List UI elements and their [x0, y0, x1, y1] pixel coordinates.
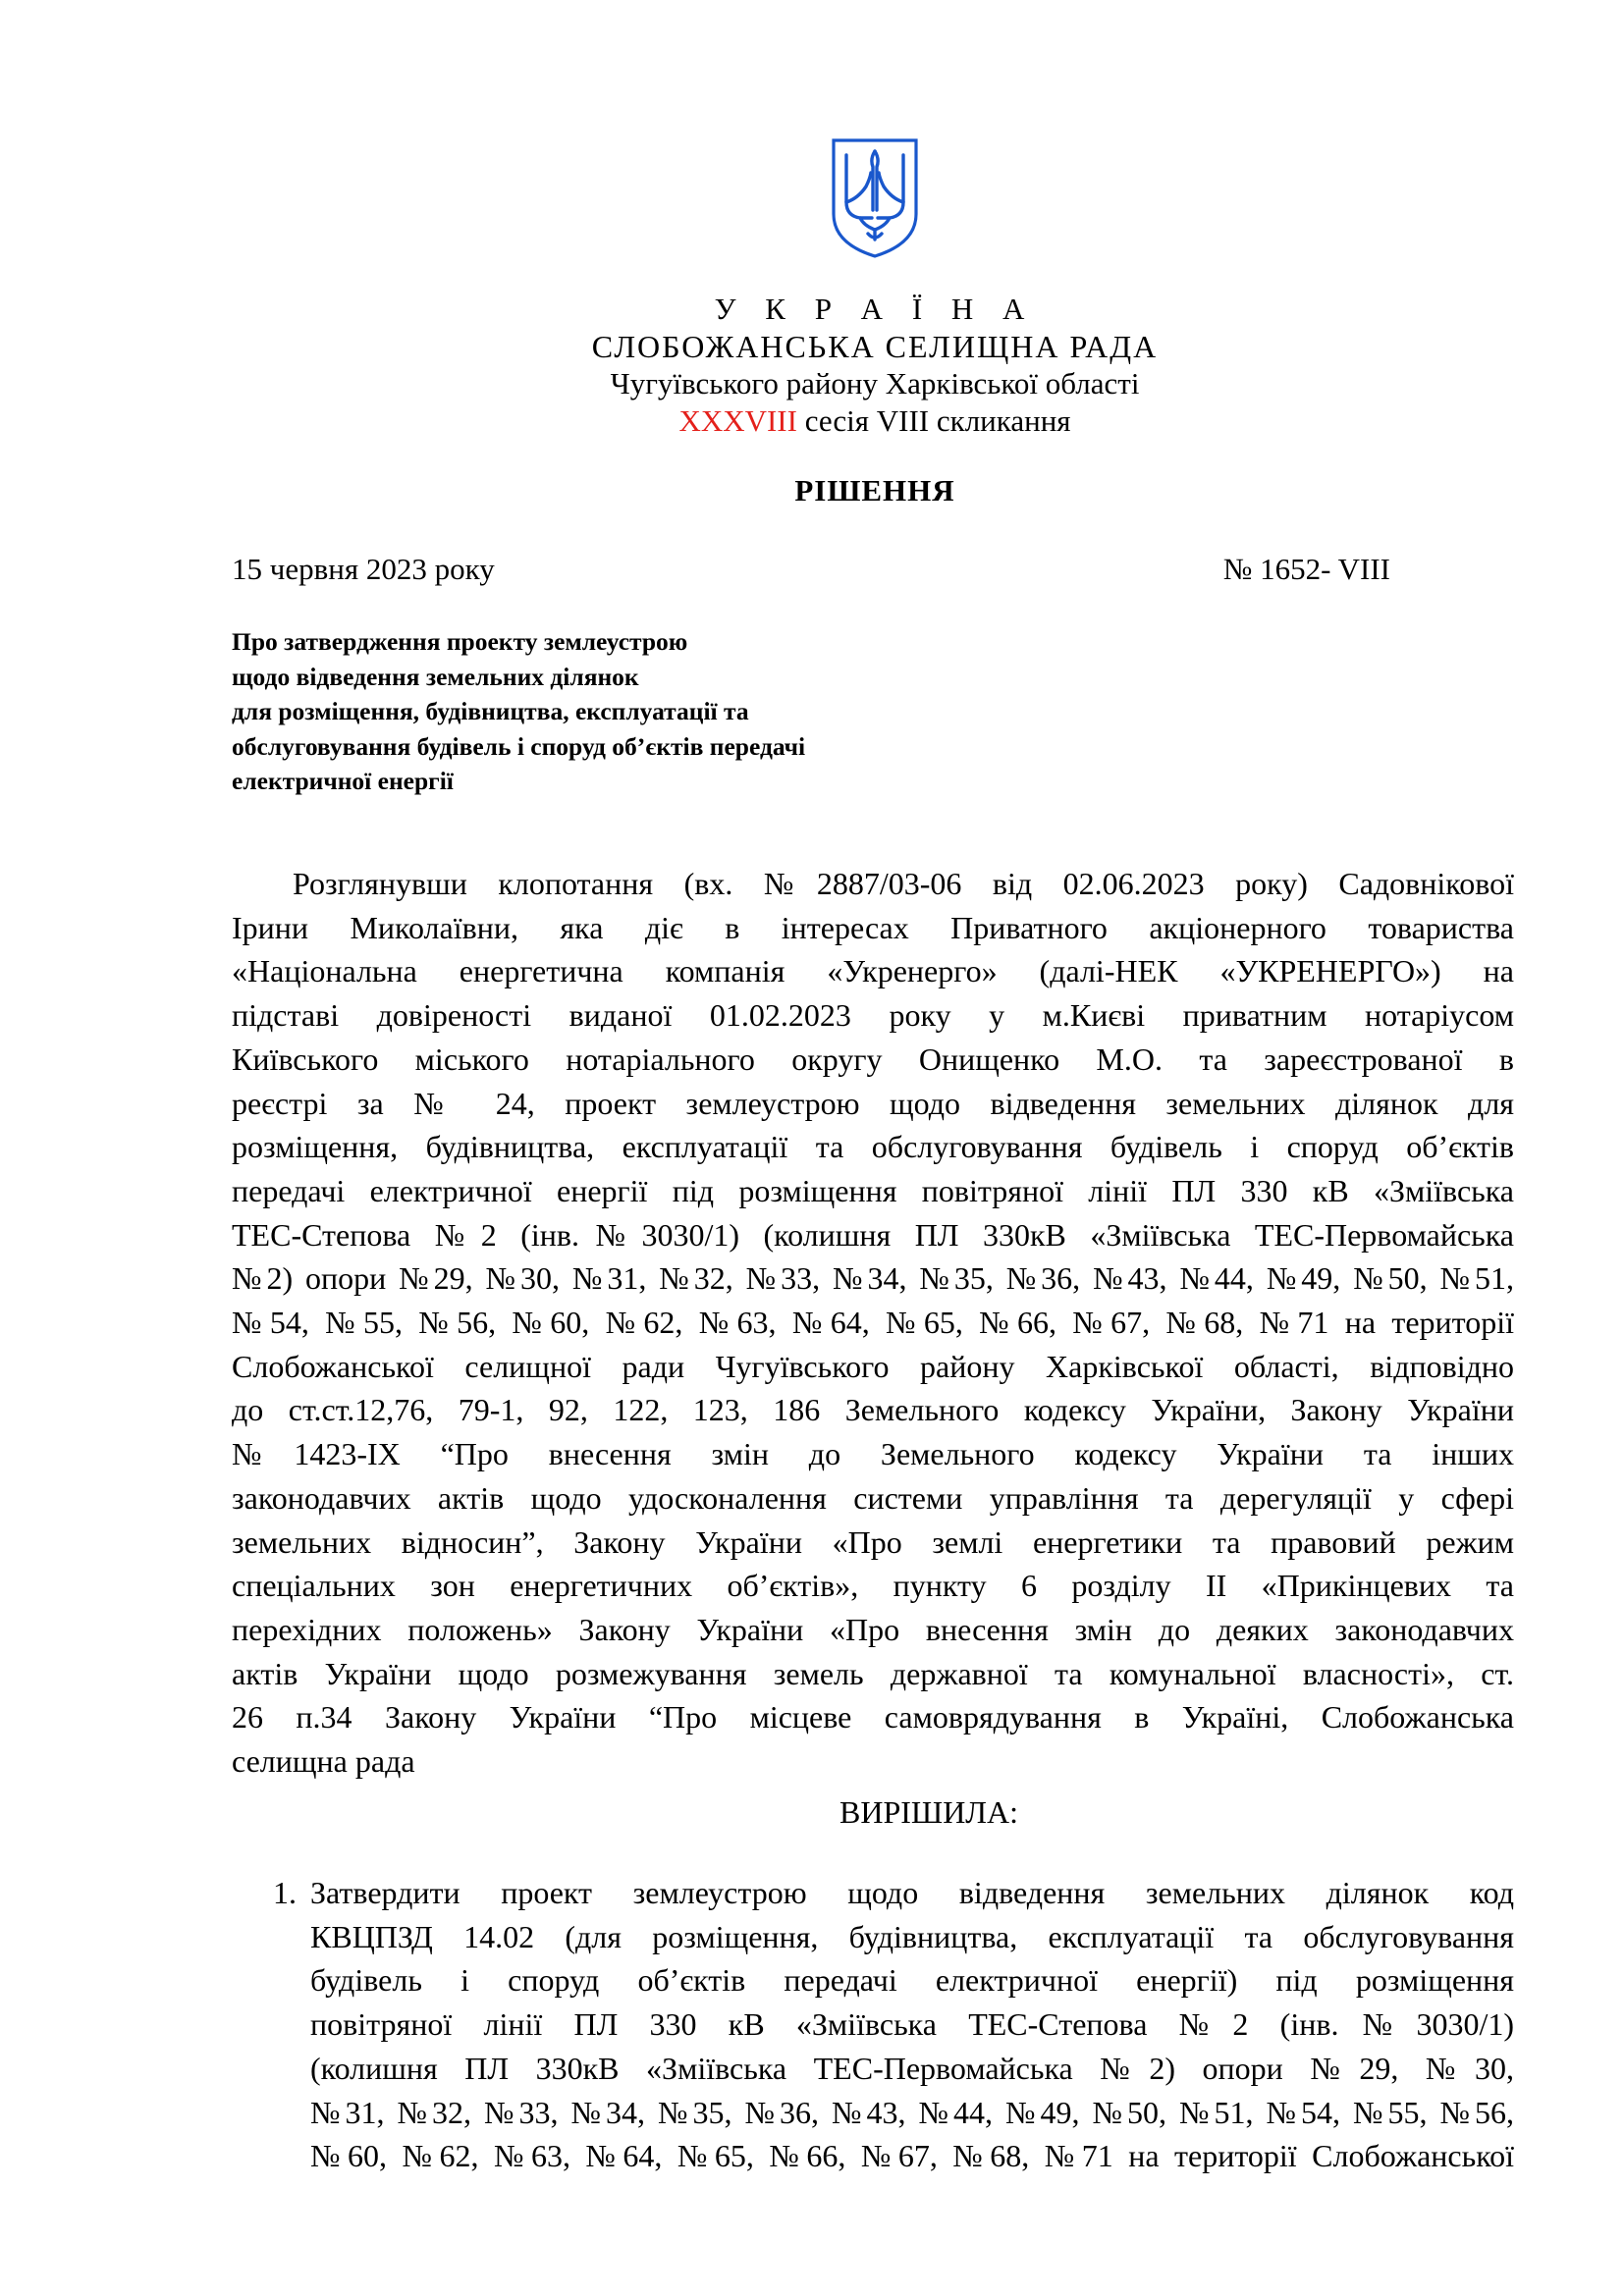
list-item-line: Затвердити проект землеустрою щодо відведення земельних ділянок код: [310, 1875, 1514, 1910]
list-item-text: [310, 1871, 1514, 2178]
subject-line: Про затвердження проекту землеустрою: [232, 627, 688, 656]
country-name: У К Р А Ї Н А: [714, 292, 1036, 326]
decision-number: № 1652- VIII: [1222, 552, 1390, 586]
list-item-line: №31, №32, №33, №34, №35, №36, №43, №44, №49, №50, №51, №54, №55, №56,: [310, 2094, 1514, 2130]
paragraph-line: №54, №55, №56, №60, №62, №63, №64, №65, №66, №67, №68, №71 на території: [232, 1305, 1514, 1341]
paragraph-line: земельних відносин”, Закону України «Про землі енергетики та правовий режим: [232, 1523, 1514, 1560]
list-item-line: №60, №62, №63, №64, №65, №66, №67, №68, №71 на території Слобожанської: [310, 2138, 1514, 2174]
preamble-paragraph: [232, 862, 1514, 1784]
paragraph-line: Ірини Миколаївни, яка діє в інтересах Приватного акціонерного товариства: [232, 909, 1514, 945]
decision-subject: [232, 624, 978, 799]
subject-line: для розміщення, будівництва, експлуатації та: [232, 697, 749, 725]
date-number-line: [232, 552, 1390, 591]
paragraph-line: реєстрі за № 24, проект землеустрою щодо відведення земельних ділянок для: [232, 1085, 1514, 1121]
paragraph-line: Слобожанської селищної ради Чугуївського району Харківської області, відповідно: [232, 1348, 1514, 1384]
paragraph-line: законодавчих актів щодо удосконалення системи управління та дерегуляції у сфері: [232, 1479, 1514, 1516]
list-item-line: повітряної лінії ПЛ 330 кВ «Зміївська ТЕС-Степова №2 (інв.№3030/1): [310, 2006, 1514, 2043]
paragraph-line: передачі електричної енергії під розміщення повітряної лінії ПЛ 330 кВ «Зміївська: [232, 1172, 1514, 1208]
session-header: [393, 402, 1357, 440]
paragraph-line: №1423-IX “Про внесення змін до Земельного кодексу України та інших: [232, 1436, 1514, 1472]
paragraph-line: спеціальних зон енергетичних об’єктів», пункту 6 розділу II «Прикінцевих та: [232, 1568, 1514, 1604]
council-name: СЛОБОЖАНСЬКА СЕЛИЩНА РАДА: [591, 329, 1159, 364]
session-line: [393, 402, 1357, 440]
council-header: [393, 328, 1357, 365]
decision-title: РІШЕННЯ: [794, 473, 955, 507]
subject-line: щодо відведення земельних ділянок: [232, 662, 639, 691]
paragraph-line: до ст.ст.12,76, 79-1, 92, 122, 123, 186 Земельного кодексу України, Закону України: [232, 1392, 1514, 1428]
list-item-number: 1.: [273, 1875, 297, 1910]
paragraph-line: ТЕС-Степова №2 (інв.№3030/1) (колишня ПЛ 330кВ «Зміївська ТЕС-Первомайська: [232, 1216, 1514, 1253]
coat-of-arms-of-ukraine-icon: [831, 137, 919, 259]
decision-date: 15 червня 2023 року: [232, 552, 495, 586]
district-header: [393, 365, 1357, 402]
session-number: XXXVIII: [678, 403, 797, 438]
paragraph-line: розміщення, будівництва, експлуатації та обслуговування будівель і споруд об’єктів: [232, 1129, 1514, 1165]
list-item-line: (колишня ПЛ 330кВ «Зміївська ТЕС-Первомайська №2) опори №29, №30,: [310, 2050, 1514, 2086]
paragraph-line: перехідних положень» Закону України «Про внесення змін до деяких законодавчих: [232, 1611, 1514, 1647]
list-item-line: КВЦПЗД 14.02 (для розміщення, будівництва, експлуатації та обслуговування: [310, 1918, 1514, 1954]
subject-line: обслуговування будівель і споруд об’єктів передачі: [232, 731, 806, 761]
paragraph-line: селищна рада: [232, 1743, 415, 1780]
paragraph-line: «Національна енергетична компанія «Укренерго» (далі-НЕК «УКРЕНЕРГО») на: [232, 953, 1514, 989]
paragraph-line: Київського міського нотаріального округу Онищенко М.О. та зареєстрованої в: [232, 1041, 1514, 1077]
paragraph-line: актів України щодо розмежування земель державної та комунальної власності», ст.: [232, 1655, 1514, 1691]
paragraph-line: №2) опори №29, №30, №31, №32, №33, №34, №35, №36, №43, №44, №49, №50, №51,: [232, 1260, 1514, 1297]
paragraph-line: 26 п.34 Закону України “Про місцеве самоврядування в Україні, Слобожанська: [232, 1699, 1514, 1735]
subject-line: електричної енергії: [232, 767, 454, 795]
list-item-line: будівель і споруд об’єктів передачі електричної енергії) під розміщення: [310, 1962, 1514, 1999]
session-text: сесія VIII скликання: [796, 403, 1071, 438]
document-header: [393, 291, 1357, 328]
resolved-heading: ВИРІШИЛА:: [839, 1794, 1018, 1830]
paragraph-line: Розглянувши клопотання (вх. №2887/03-06 від 02.06.2023 року) Садовнікової: [293, 866, 1514, 901]
district-name: Чугуївського району Харківської області: [610, 366, 1140, 400]
paragraph-line: підставі довіреності виданої 01.02.2023 року у м.Києві приватним нотаріусом: [232, 997, 1514, 1034]
